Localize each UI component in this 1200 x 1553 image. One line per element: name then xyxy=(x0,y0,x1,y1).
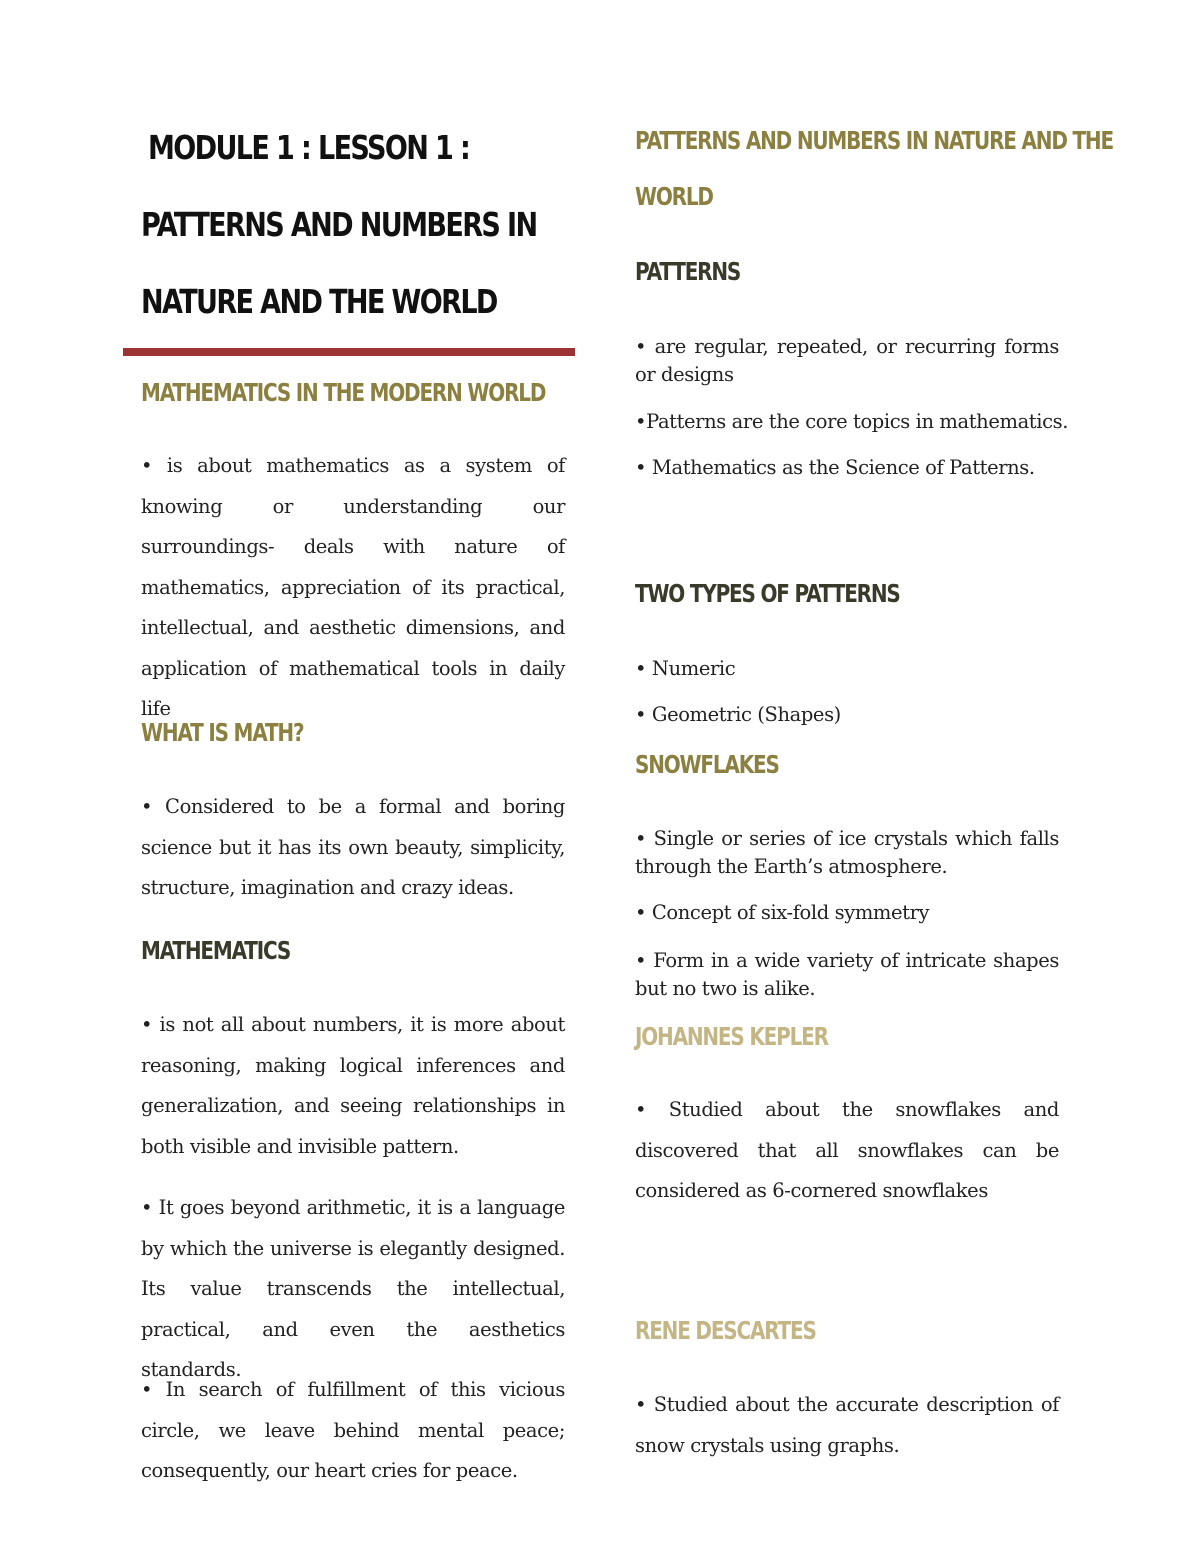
title-line-1: MODULE 1 : LESSON 1 : xyxy=(148,128,470,167)
title-underline xyxy=(123,348,575,356)
heading-patterns-numbers-line-2: WORLD xyxy=(635,182,713,211)
paragraph-snowflakes-3: • Form in a wide variety of intricate shapes but no two is alike. xyxy=(635,949,1059,1000)
heading-mathematics: MATHEMATICS xyxy=(141,936,291,965)
heading-two-types: TWO TYPES OF PATTERNS xyxy=(635,579,900,608)
paragraph-patterns-2: •Patterns are the core topics in mathematics. xyxy=(635,410,1068,433)
heading-modern-world: MATHEMATICS IN THE MODERN WORLD xyxy=(141,378,546,407)
heading-johannes-kepler: JOHANNES KEPLER xyxy=(635,1022,828,1051)
paragraph-kepler: • Studied about the snowflakes and discovered that all snowflakes can be considered as 6-cornered snowflakes xyxy=(635,1098,1059,1202)
paragraph-snowflakes-2: • Concept of six-fold symmetry xyxy=(635,901,930,924)
heading-snowflakes: SNOWFLAKES xyxy=(635,750,779,779)
paragraph-geometric: • Geometric (Shapes) xyxy=(635,703,841,726)
paragraph-patterns-3: • Mathematics as the Science of Patterns. xyxy=(635,456,1035,479)
heading-patterns-numbers-line-1: PATTERNS AND NUMBERS IN NATURE AND THE xyxy=(635,126,1113,155)
paragraph-what-is-math: • Considered to be a formal and boring science but it has its own beauty, simplicity, structure, imagination and crazy ideas. xyxy=(141,795,565,899)
paragraph-descartes: • Studied about the accurate description of snow crystals using graphs. xyxy=(635,1393,1059,1457)
paragraph-numeric: • Numeric xyxy=(635,657,736,680)
heading-patterns: PATTERNS xyxy=(635,257,741,286)
heading-rene-descartes: RENE DESCARTES xyxy=(635,1316,816,1345)
paragraph-mathematics-2: • It goes beyond arithmetic, it is a language by which the universe is elegantly designed. Its value transcends the intellectual, practical, and even the aesthetics standards. xyxy=(141,1196,565,1381)
title-line-3: NATURE AND THE WORLD xyxy=(141,282,497,321)
paragraph-mathematics-3: • In search of fulfillment of this vicious circle, we leave behind mental peace; consequently, our heart cries for peace. xyxy=(141,1378,565,1482)
title-line-2: PATTERNS AND NUMBERS IN xyxy=(141,205,537,244)
paragraph-snowflakes-1: • Single or series of ice crystals which falls through the Earth’s atmosphere. xyxy=(635,827,1059,878)
paragraph-patterns-1: • are regular, repeated, or recurring forms or designs xyxy=(635,335,1059,386)
heading-what-is-math: WHAT IS MATH? xyxy=(141,718,304,747)
paragraph-mathematics-1: • is not all about numbers, it is more about reasoning, making logical inferences and generalization, and seeing relationships in both visible and invisible pattern. xyxy=(141,1013,565,1158)
paragraph-modern-world: • is about mathematics as a system of knowing or understanding our surroundings- deals with nature of mathematics, appreciation of its practical, intellectual, and aesthetic dimensions, and application of mathematical tools in daily life xyxy=(141,454,565,720)
